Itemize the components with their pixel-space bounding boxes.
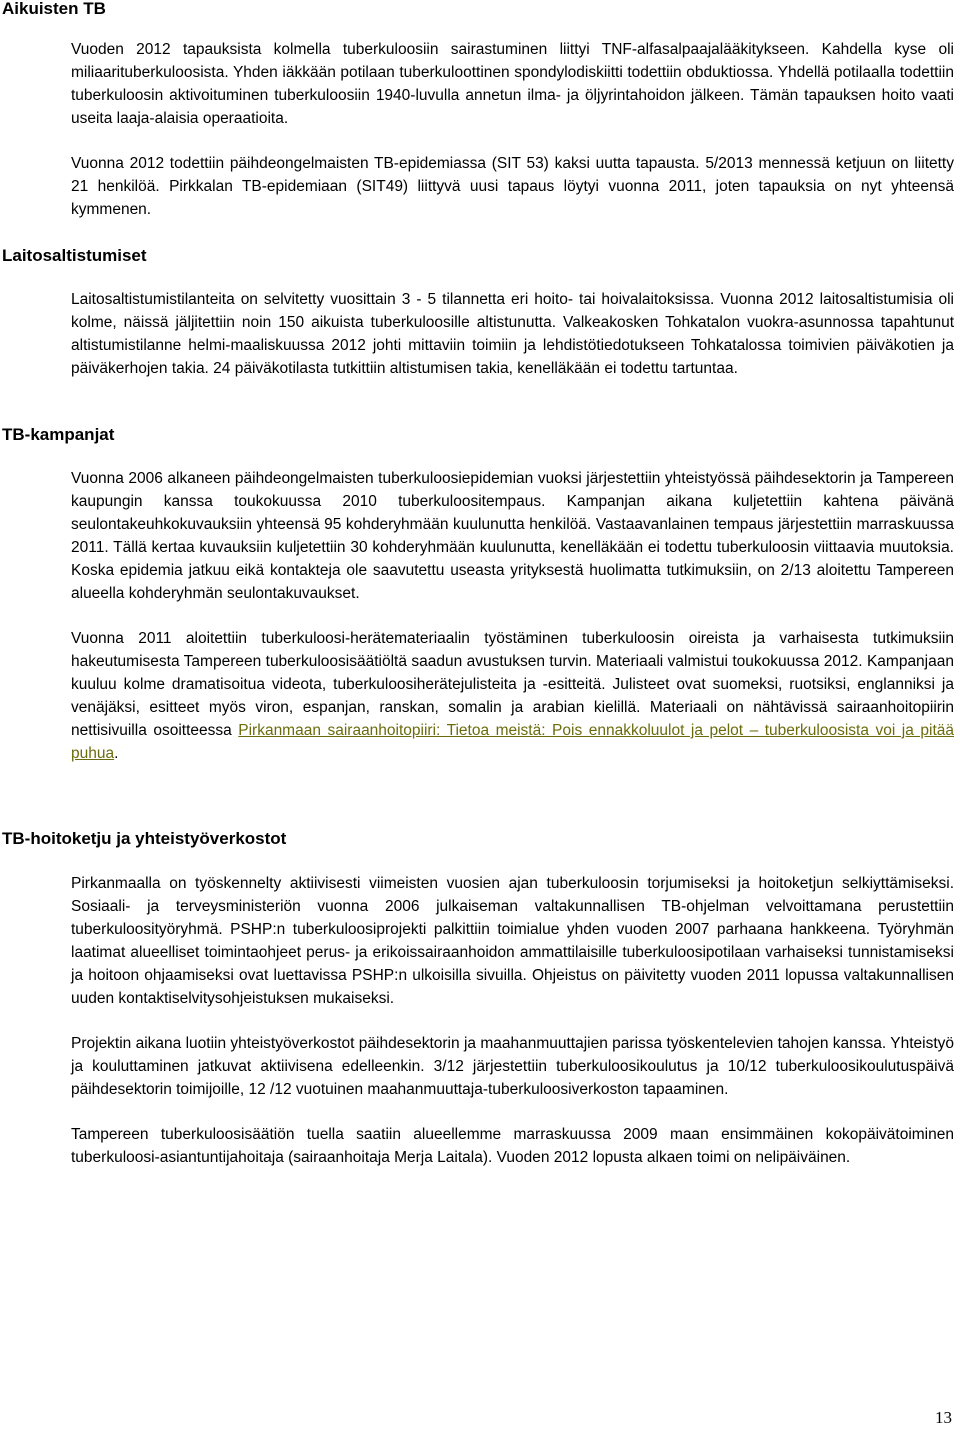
paragraph: Laitosaltistumistilanteita on selvitetty vuosittain 3 - 5 tilannetta eri hoito- tai hoivalaitoksissa. Vuonna 2012 laitosaltistumisia oli kolme, näissä jäljitettiin noin 150 aikuista tuberkuloosille altistunutta. Valkeakosken Tohkatalon vuokra-asunnossa tapahtunut altistumistilanne helmi-maaliskuussa 2012 johti mittaviin toimiin ja lehdistötiedotukseen Tohkatalossa toimivien päiväkotien ja päiväkerhojen takia. 24 päiväkotilasta tutkittiin altistumisen takia, kenelläkään ei todettu tartuntaa.	[71, 291, 954, 377]
paragraph: Tampereen tuberkuloosisäätiön tuella saatiin alueellemme marraskuussa 2009 maan ensimmäinen kokopäivätoiminen tuberkuloosi-asiantuntijahoitaja (sairaanhoitaja Merja Laitala). Vuoden 2012 lopusta alkaen toimi on nelipäiväinen.	[71, 1126, 954, 1166]
heading-tb-hoitoketju: TB-hoitoketju ja yhteistyöverkostot	[2, 829, 287, 848]
paragraph: Pirkanmaalla on työskennelty aktiivisesti viimeisten vuosien ajan tuberkuloosin torjumiseksi ja hoitoketjun selkiyttämiseksi. Sosiaali- ja terveysministeriön vuonna 2006 julkaiseman valtakunnallisen TB-ohjelman velvoittamana perustettiin tuberkuloosityöryhmä. PSHP:n tuberkuloosiprojekti palkittiin toimialue yhden vuoden 2007 parhaana hankkeena. Työryhmän laatimat alueelliset toimintaohjeet perus- ja erikoissairaanhoidon ammattilaisille tuberkuloosipotilaan varhaiseksi tunnistamiseksi ja hoitoon ohjaamiseksi ovat luettavissa PSHP:n ulkoisilla sivuilla. Ohjeistus on päivitetty vuoden 2011 lopussa valtakunnallisen uuden kontaktiselvitysohjeistuksen mukaiseksi.	[71, 875, 954, 1007]
paragraph: Vuonna 2012 todettiin päihdeongelmaisten TB-epidemiassa (SIT 53) kaksi uutta tapausta. 5/2013 mennessä ketjuun on liitetty 21 henkilöä. Pirkkalan TB-epidemiaan (SIT49) liittyvä uusi tapaus löytyi vuonna 2011, joten tapauksia on nyt yhteensä kymmenen.	[71, 155, 954, 218]
pshp-tuberkuloosi-link[interactable]: Pirkanmaan sairaanhoitopiiri: Tietoa meistä: Pois ennakkoluulot ja pelot – tuberkuloosista voi ja pitää puhua	[71, 722, 954, 762]
heading-tb-kampanjat: TB-kampanjat	[2, 425, 115, 444]
heading-aikuisten-tb: Aikuisten TB	[2, 0, 106, 18]
section-tb-hoitoketju	[71, 872, 954, 1169]
paragraph: Vuonna 2006 alkaneen päihdeongelmaisten tuberkuloosiepidemian vuoksi järjestettiin yhteistyössä päihdesektorin ja Tampereen kaupungin kanssa toukokuussa 2010 tuberkuloositempaus. Kampanjan aikana kuljetettiin kahtena päivänä seulontakeuhkokuvauksiin yhteensä 95 kohderyhmään kuulunutta henkilöä. Vastaavanlainen tempaus järjestettiin marraskuussa 2011. Tällä kertaa kuvauksiin kuljetettiin 30 kohderyhmään kuulunutta, kenelläkään ei todettu tuberkuloosin viittaavia muutoksia. Koska epidemia jatkuu eikä kontakteja ole saavutettu useasta yrityksestä huolimatta tutkimuksiin, on 2/13 aloitettu Tampereen alueella kohderyhmän seulontakuvaukset.	[71, 470, 954, 602]
heading-laitosaltistumiset: Laitosaltistumiset	[2, 246, 147, 265]
paragraph-text: Vuonna 2011 aloitettiin tuberkuloosi-herätemateriaalin työstäminen tuberkuloosin oireista ja varhaisesta tutkimuksiin hakeutumisesta Tampereen tuberkuloosisäätiöltä saadun avustuksen turvin. Materiaali valmistui toukokuussa 2012. Kampanjaan kuuluu kolme dramatisoitua videota, tuberkuloosiherätejulisteita ja -esitteitä. Julisteet ovat suomeksi, ruotsiksi, englanniksi ja venäjäksi, esitteet myös viron, espanjan, ranskan, somalin ja arabian kielillä. Materiaali on nähtävissä sairaanhoitopiirin nettisivuilla osoitteessa	[71, 630, 954, 739]
section-laitosaltistumiset	[71, 288, 954, 380]
section-aikuisten-tb	[71, 38, 954, 221]
paragraph: Vuoden 2012 tapauksista kolmella tuberkuloosiin sairastuminen liittyi TNF-alfasalpaajalääkitykseen. Kahdella kyse oli miliaarituberkuloosista. Yhden iäkkään potilaan tuberkuloottinen spondylodiskiitti todettiin obduktiossa. Yhdellä potilaalla todettiin tuberkuloosin aktivoituminen tuberkuloosiin 1940-luvulla annetun ilma- ja öljyrintahoidon jälkeen. Tämän tapauksen hoito vaati useita laaja-alaisia operaatioita.	[71, 41, 954, 127]
paragraph: Projektin aikana luotiin yhteistyöverkostot päihdesektorin ja maahanmuuttajien parissa työskentelevien tahojen kanssa. Yhteistyö ja kouluttaminen jatkuvat aktiivisena edelleenkin. 3/12 järjestettiin tuberkuloosikoulutus ja 10/12 tuberkuloosikoulutuspäivä päihdesektorin toimijoille, 12 /12 vuotuinen maahanmuuttaja-tuberkuloosiverkoston tapaaminen.	[71, 1035, 954, 1098]
paragraph-text-end: .	[114, 745, 119, 762]
section-tb-kampanjat	[71, 467, 954, 765]
paragraph-with-link	[71, 627, 954, 765]
page-number: 13	[935, 1408, 952, 1427]
